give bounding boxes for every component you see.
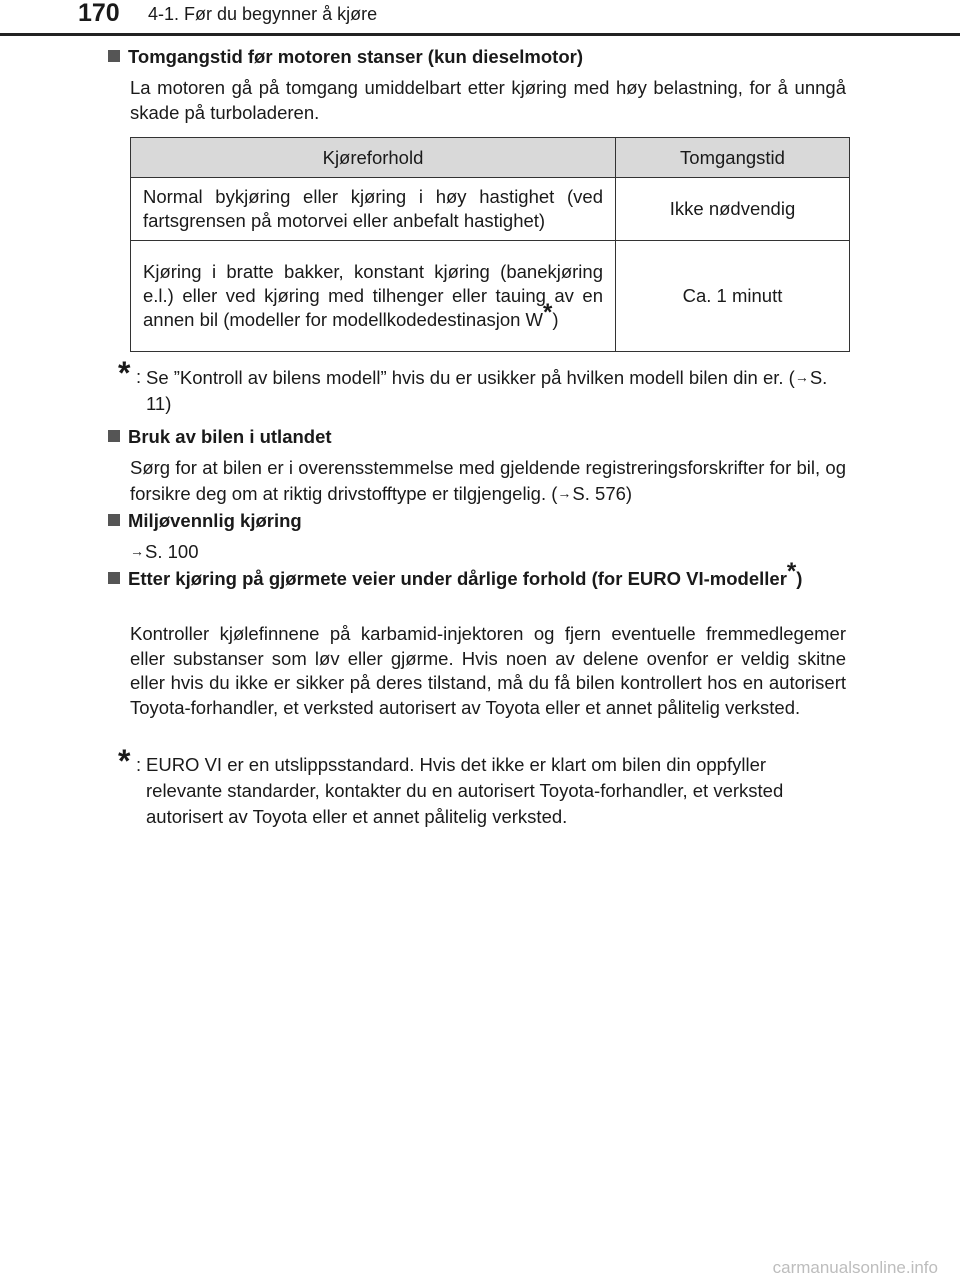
- footnote-model: * : Se ”Kontroll av bilens modell” hvis du er usikker på hvilken modell bilen din er. (→S. 11): [118, 355, 828, 414]
- footnote-star: *: [543, 299, 553, 326]
- footnote-star: *: [118, 355, 131, 391]
- square-bullet-icon: [108, 514, 120, 526]
- footnote-star: *: [786, 558, 797, 585]
- table-row: [131, 178, 850, 241]
- table-header-condition: Kjøreforhold: [131, 138, 616, 178]
- table-row: [131, 241, 850, 352]
- section-body-abroad: Sørg for at bilen er i overensstemmelse med gjeldende registreringsforskrifter for bil, og forsikre deg om at riktig drivstofftype er tilgjengelig. (→S. 576): [130, 457, 846, 504]
- footnote-star: *: [118, 743, 131, 779]
- page-reference-link[interactable]: S. 11: [146, 367, 828, 414]
- section-body-idle: La motoren gå på tomgang umiddelbart etter kjøring med høy belastning, for å unngå skade på turboladeren.: [130, 77, 846, 123]
- table-cell-condition: Kjøring i bratte bakker, konstant kjøring (banekjøring e.l.) eller ved kjøring med tilhenger eller tauing av en annen bil (modeller for modellkodedestinasjon W*): [131, 241, 616, 352]
- section-body-mud: Kontroller kjølefinnene på karbamid-injektoren og fjern eventuelle fremmedlegemer eller substanser som løv eller gjørme. Hvis noen av delene ovenfor er veldig skitne eller hvis du ikke er sikker på deres tilstand, må du få bilen kontrollert hos en autorisert Toyota-forhandler, et verksted autorisert av Toyota eller et annet pålitelig verksted.: [130, 623, 846, 718]
- section-title-idle: Tomgangstid før motoren stanser (kun dieselmotor): [108, 44, 583, 70]
- arrow-right-icon: →: [794, 369, 809, 385]
- square-bullet-icon: [108, 430, 120, 442]
- table-cell-time: Ikke nødvendig: [616, 178, 850, 241]
- section-title-mud: Etter kjøring på gjørmete veier under dårlige forhold (for EURO VI-modeller*): [108, 566, 846, 591]
- arrow-right-icon: →: [557, 484, 572, 501]
- section-body-eco: [130, 539, 846, 565]
- table-cell-condition: Normal bykjøring eller kjøring i høy hastighet (ved fartsgrensen på motorvei eller anbefalt hastighet): [131, 178, 616, 241]
- page-number: 170: [78, 0, 120, 27]
- section-title-abroad: Bruk av bilen i utlandet: [108, 424, 332, 450]
- table-cell-time: Ca. 1 minutt: [616, 241, 850, 352]
- table-header-row: [131, 138, 850, 178]
- page-header: [0, 0, 960, 38]
- square-bullet-icon: [108, 572, 120, 584]
- table-header-time: Tomgangstid: [616, 138, 850, 178]
- watermark: carmanualsonline.info: [772, 1258, 938, 1277]
- header-divider: [0, 33, 960, 36]
- chapter-title: 4-1. Før du begynner å kjøre: [148, 4, 378, 24]
- square-bullet-icon: [108, 50, 120, 62]
- page-reference-link[interactable]: S. 576: [572, 482, 626, 504]
- section-title-eco: Miljøvennlig kjøring: [108, 508, 302, 534]
- arrow-right-icon: →: [130, 543, 144, 559]
- page-reference-link[interactable]: S. 100: [145, 541, 199, 562]
- idle-time-table: [130, 137, 850, 352]
- footnote-euro: * : EURO VI er en utslippsstandard. Hvis det ikke er klart om bilen din oppfyller relevante standarder, kontakter du en autorisert Toyota-forhandler, et verksted autorisert av Toyota eller et annet pålitelig verksted.: [118, 743, 784, 827]
